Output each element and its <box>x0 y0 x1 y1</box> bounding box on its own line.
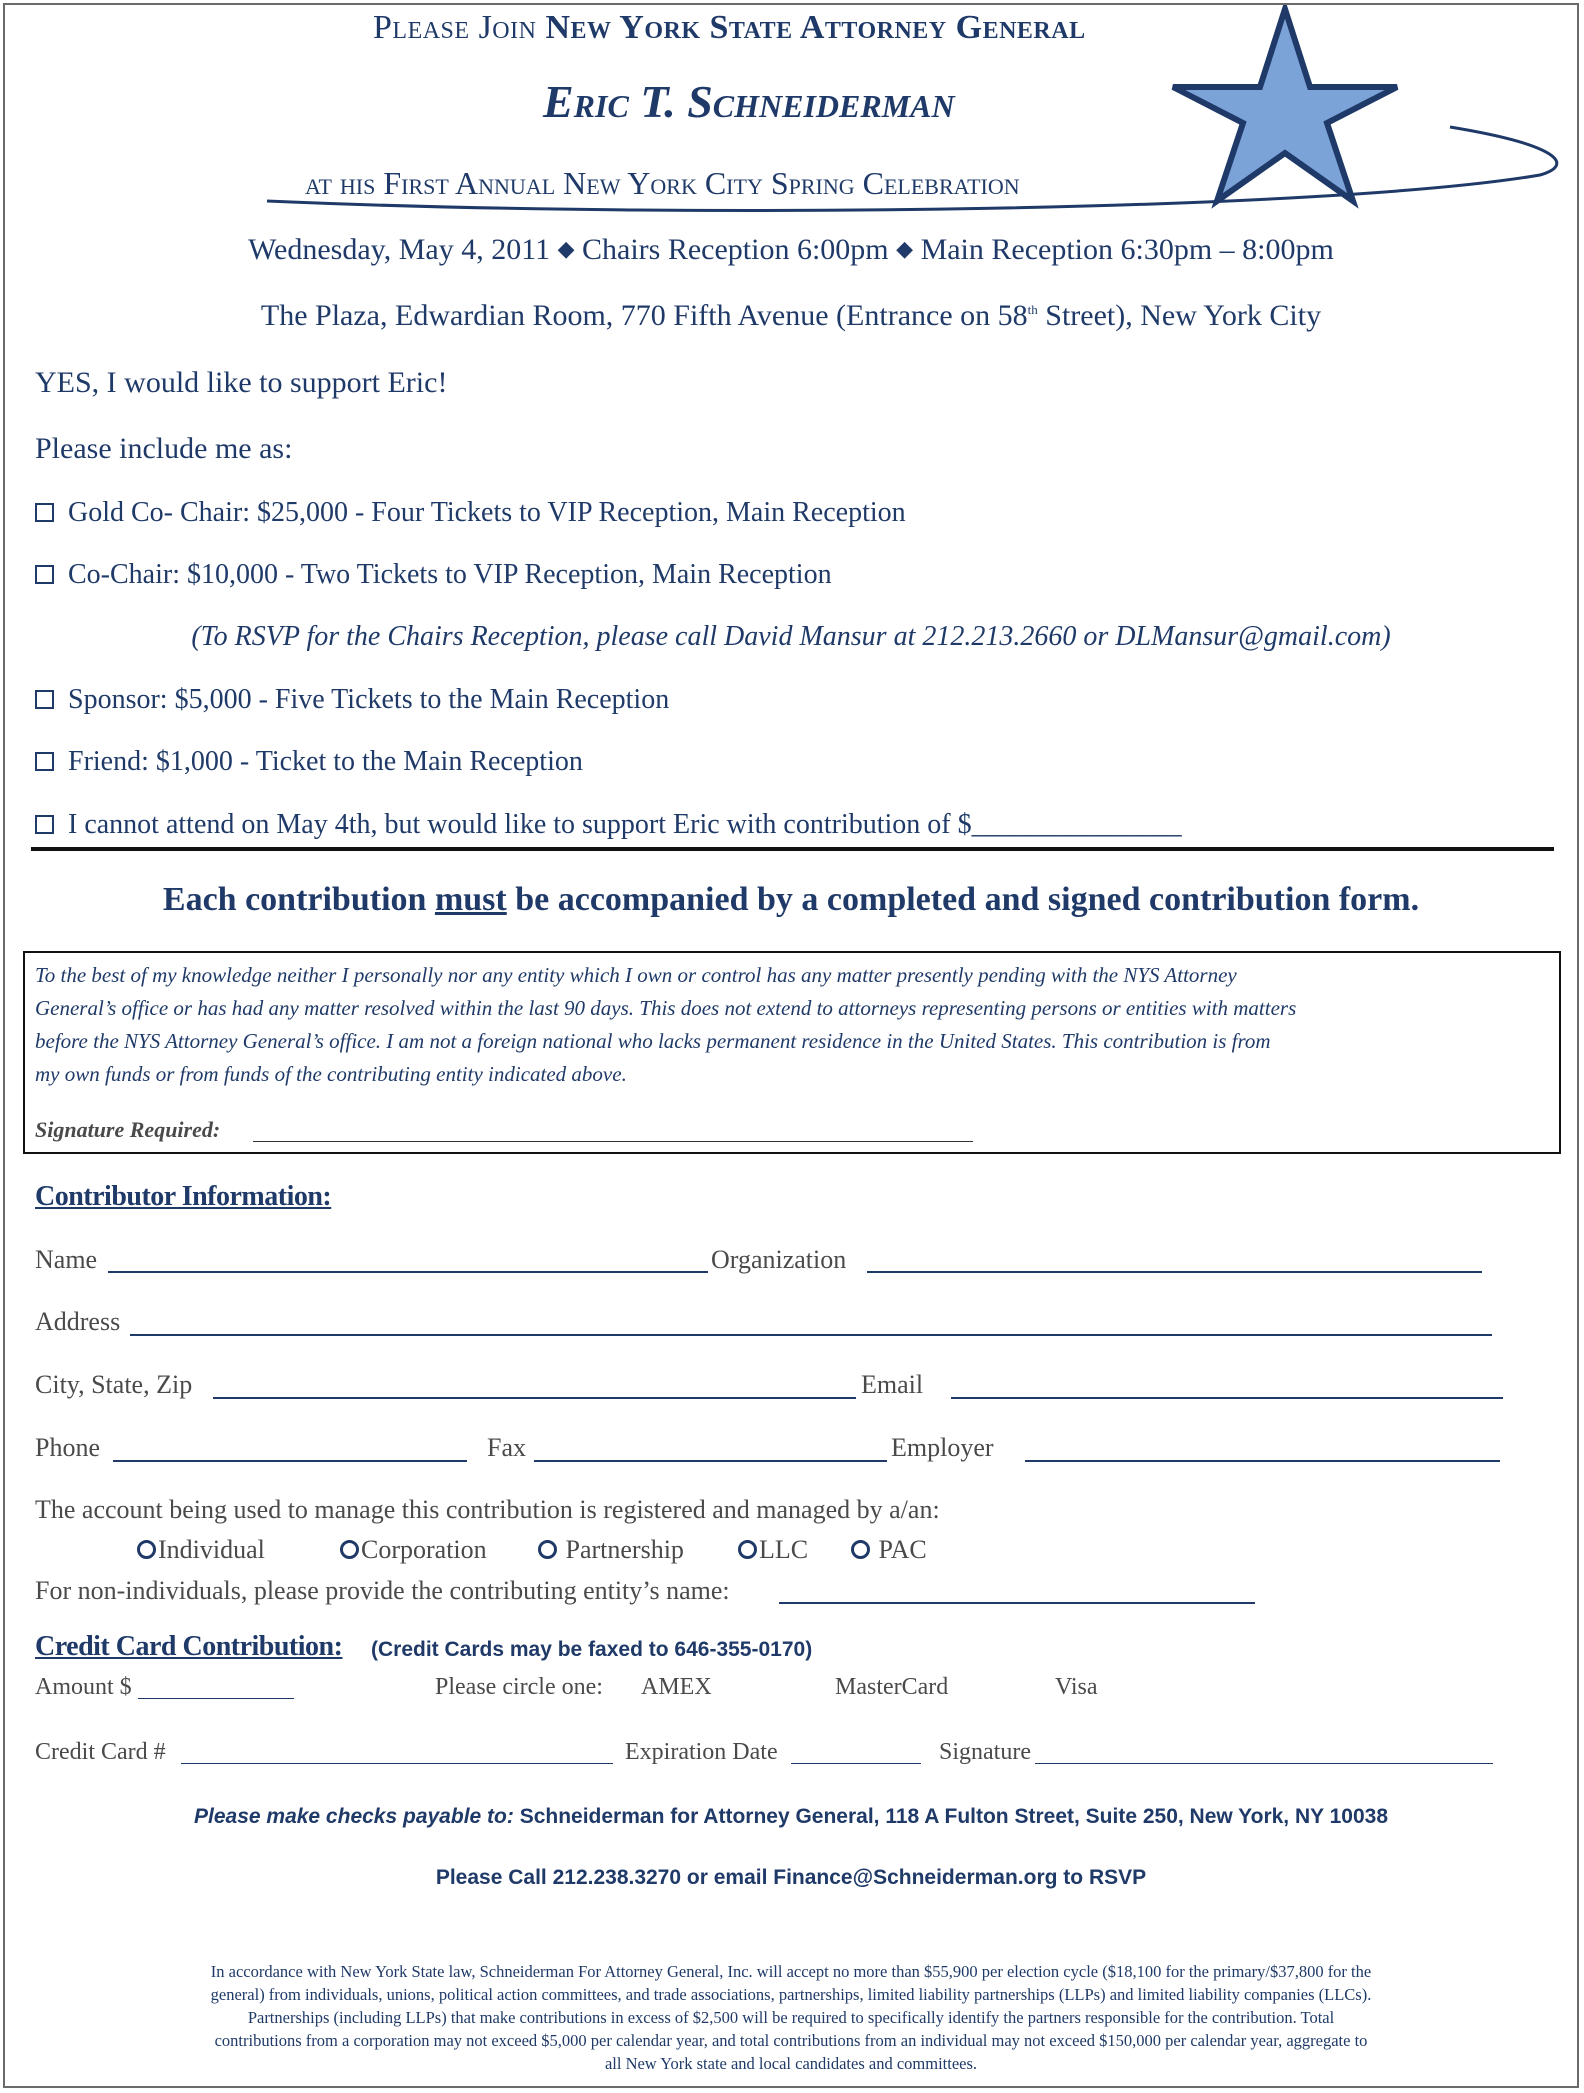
diamond-icon: ◆ <box>896 236 914 261</box>
fax-label: Fax <box>487 1433 526 1462</box>
entity-name-field[interactable] <box>779 1602 1255 1604</box>
support-include: Please include me as: <box>35 432 293 465</box>
credit-card-heading: Credit Card Contribution: <box>35 1631 343 1662</box>
certification-text: To the best of my knowledge neither I personally nor any entity which I own or control has any matter presently pending with the NYS Attorney General’s office or has had any matter resolved within the last 90 days. This does not extend to attorneys representing persons or entities with matters before the NYS Attorney General’s office. I am not a foreign national who lacks permanent residence in the United States. This contribution is from my own funds or from funds of the contributing entity indicated above. <box>35 963 1297 1086</box>
name-label: Name <box>35 1245 98 1274</box>
support-yes: YES, I would like to support Eric! <box>35 366 448 399</box>
card-amex[interactable]: AMEX <box>641 1674 712 1700</box>
radio-circle[interactable] <box>340 1540 359 1559</box>
divider <box>31 847 1554 851</box>
account-text: The account being used to manage this contribution is registered and managed by a/an: <box>35 1495 940 1524</box>
radio-circle[interactable] <box>538 1540 557 1559</box>
phone-label: Phone <box>35 1433 100 1462</box>
circle-one-label: Please circle one: <box>435 1674 603 1700</box>
option-co-chair[interactable]: Co-Chair: $10,000 - Two Tickets to VIP Reception, Main Reception <box>35 559 832 591</box>
card-mastercard[interactable]: MasterCard <box>835 1674 949 1700</box>
contributor-heading: Contributor Information: <box>35 1181 332 1212</box>
checkbox[interactable] <box>35 690 54 709</box>
radio-llc[interactable]: LLC <box>738 1535 808 1565</box>
entity-text: For non-individuals, please provide the contributing entity’s name: <box>35 1576 730 1605</box>
organization-field[interactable] <box>867 1271 1482 1273</box>
email-field[interactable] <box>951 1397 1503 1399</box>
checkbox[interactable] <box>35 752 54 771</box>
header-line1: Please Join New York State Attorney General <box>373 9 1086 46</box>
credit-card-fax-note: (Credit Cards may be faxed to 646-355-0170) <box>371 1638 813 1661</box>
organization-label: Organization <box>711 1245 847 1274</box>
option-sponsor[interactable]: Sponsor: $5,000 - Five Tickets to the Main Reception <box>35 684 669 716</box>
card-number-field[interactable] <box>181 1763 613 1764</box>
contribution-notice: Each contribution must be accompanied by a completed and signed contribution form. <box>162 881 1420 918</box>
radio-circle[interactable] <box>851 1540 870 1559</box>
header-line3: at his First Annual New York City Spring Celebration <box>305 165 1020 201</box>
card-signature-field[interactable] <box>1035 1763 1493 1764</box>
invitation-page <box>3 3 1579 2088</box>
radio-partnership[interactable]: Partnership <box>538 1535 684 1565</box>
city-label: City, State, Zip <box>35 1370 193 1399</box>
radio-individual[interactable]: Individual <box>137 1535 265 1565</box>
checkbox[interactable] <box>35 815 54 834</box>
address-label: Address <box>35 1307 121 1336</box>
checkbox[interactable] <box>35 565 54 584</box>
radio-corporation[interactable]: Corporation <box>340 1535 487 1565</box>
amount-label: Amount $ <box>35 1674 132 1700</box>
candidate-name: Eric T. Schneiderman <box>543 76 955 127</box>
certification-box <box>23 951 1561 1154</box>
card-number-label: Credit Card # <box>35 1739 166 1765</box>
radio-circle[interactable] <box>738 1540 757 1559</box>
employer-field[interactable] <box>1025 1460 1500 1462</box>
radio-pac[interactable]: PAC <box>851 1535 927 1565</box>
option-friend[interactable]: Friend: $1,000 - Ticket to the Main Reception <box>35 746 583 778</box>
name-field[interactable] <box>108 1271 708 1273</box>
email-label: Email <box>861 1370 924 1399</box>
city-field[interactable] <box>213 1397 856 1399</box>
amount-field[interactable] <box>138 1698 294 1699</box>
option-cannot-attend[interactable]: I cannot attend on May 4th, but would like to support Eric with contribution of $_______________ <box>35 809 1182 841</box>
rsvp-line: Please Call 212.238.3270 or email Finance@Schneiderman.org to RSVP <box>435 1866 1147 1889</box>
event-time: Wednesday, May 4, 2011 ◆ Chairs Reception 6:00pm ◆ Main Reception 6:30pm – 8:00pm <box>248 233 1334 266</box>
signature-required-label: Signature Required: <box>35 1117 221 1142</box>
radio-circle[interactable] <box>137 1540 156 1559</box>
option-gold-co-chair[interactable]: Gold Co- Chair: $25,000 - Four Tickets to VIP Reception, Main Reception <box>35 497 906 529</box>
employer-label: Employer <box>891 1433 994 1462</box>
signature-label: Signature <box>939 1739 1031 1765</box>
fax-field[interactable] <box>534 1460 887 1462</box>
checks-payable: Please make checks payable to: Schneiderman for Attorney General, 118 A Fulton Street, Suite 250, New York, NY 10038 <box>194 1805 1388 1828</box>
chairs-rsvp-note: (To RSVP for the Chairs Reception, please call David Mansur at 212.213.2660 or DLMansur@gmail.com) <box>191 621 1391 652</box>
phone-field[interactable] <box>113 1460 467 1462</box>
expiration-field[interactable] <box>791 1763 921 1764</box>
disclaimer: In accordance with New York State law, Schneiderman For Attorney General, Inc. will accept no more than $55,900 per election cycle ($18,100 for the primary/$37,800 for the general) from individuals, unions, political action committees, and trade associations, partnerships, limited liability partnerships (LLPs) and limited liability companies (LLCs). Partnerships (including LLPs) that make contributions in excess of $2,500 will be required to specifically identify the partners responsible for the contribution. Total contributions from a corporation may not exceed $5,000 per calendar year, and total contributions from an individual may not exceed $150,000 per calendar year, aggregate to all New York state and local candidates and committees. <box>210 1962 1372 2073</box>
card-visa[interactable]: Visa <box>1055 1674 1098 1700</box>
checkbox[interactable] <box>35 503 54 522</box>
expiration-label: Expiration Date <box>625 1739 778 1765</box>
signature-required-field[interactable] <box>253 1141 973 1142</box>
diamond-icon: ◆ <box>557 236 575 261</box>
address-field[interactable] <box>130 1334 1492 1336</box>
event-venue: The Plaza, Edwardian Room, 770 Fifth Avenue (Entrance on 58th Street), New York City <box>260 299 1322 332</box>
